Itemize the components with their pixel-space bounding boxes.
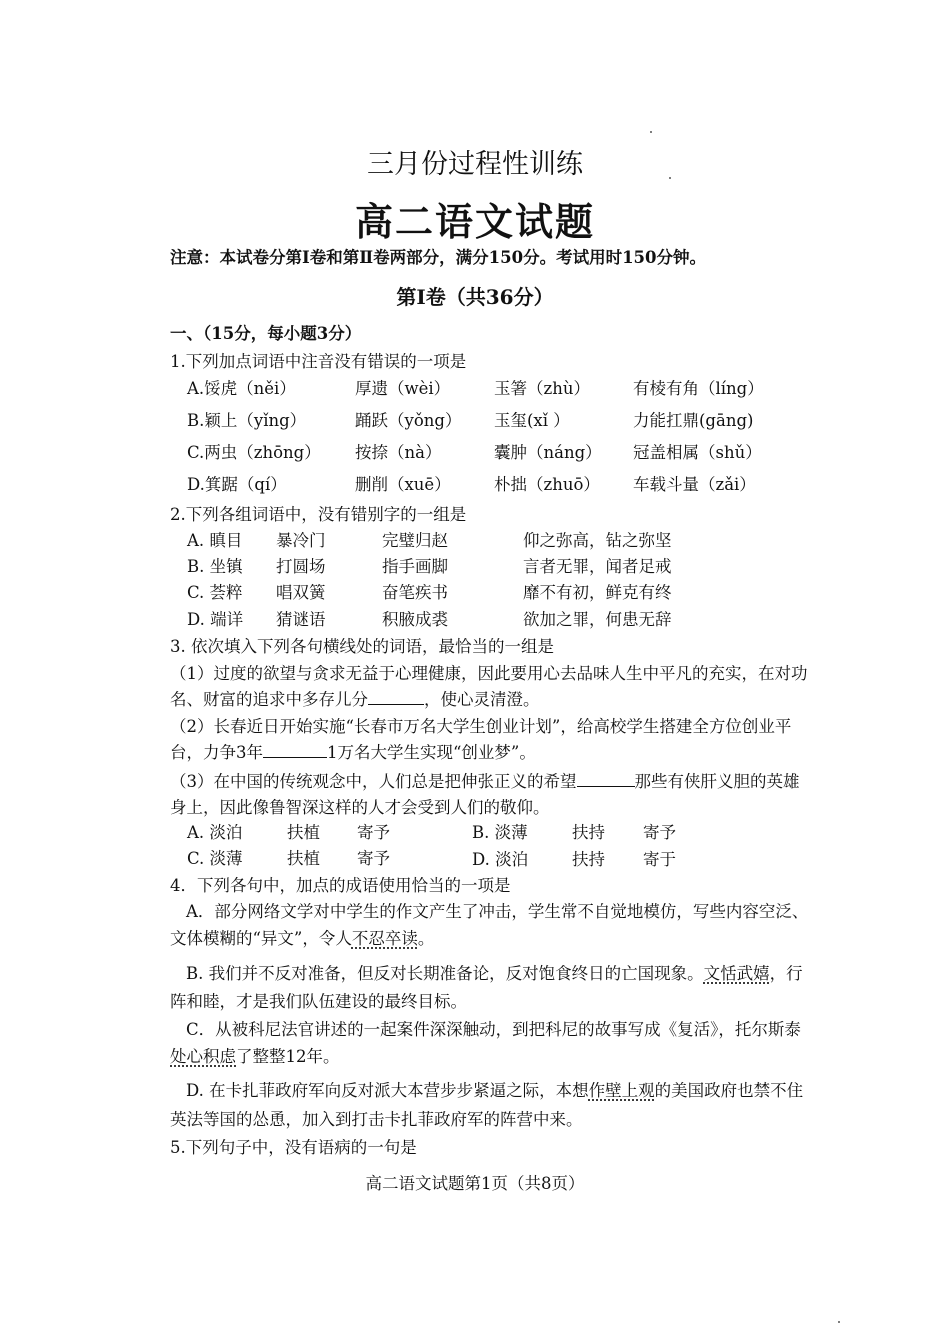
page-footer: 高二语文试题第1页（共8页） (365, 1174, 585, 1193)
q2-option-d-2: 猜谜语 (276, 610, 326, 629)
q2-option-a-3: 完璧归赵 (382, 531, 448, 550)
q3-option-d-3: 寄于 (643, 850, 676, 869)
q3-option-c-2: 扶植 (287, 849, 320, 868)
q2-option-b-3: 指手画脚 (382, 557, 448, 576)
q1-option-c-2: 按捺（nà） (355, 443, 442, 462)
q3-s1-text-after: ，使心灵清澄。 (424, 690, 540, 709)
q2-option-b-2: 打圆场 (276, 557, 326, 576)
q4-c-text: 了整整12年。 (236, 1047, 340, 1066)
question-1-stem: 1.下列加点词语中注音没有错误的一项是 (170, 352, 467, 371)
q3-s2-text-before: 台，力争3年 (170, 743, 263, 762)
q2-option-c-2: 唱双簧 (276, 583, 326, 602)
q4-option-a-line-2 (170, 925, 434, 949)
q3-option-d-2: 扶持 (572, 850, 605, 869)
scan-speck (650, 131, 652, 133)
question-3-stem: 3. 依次填入下列各句横线处的词语，最恰当的一组是 (170, 637, 554, 656)
q4-option-c-line-2 (170, 1043, 340, 1067)
q1-option-b-4: 力能扛鼎(gāng) (633, 411, 754, 430)
q3-option-b-2: 扶持 (572, 823, 605, 842)
q1-option-d-4: 车载斗量（zǎi） (633, 475, 756, 494)
q3-option-a-3: 寄予 (357, 823, 390, 842)
q3-option-a: A. 淡泊 (187, 823, 243, 842)
question-4-stem: 4．下列各句中，加点的成语使用恰当的一项是 (170, 876, 511, 895)
q4-a-idiom: 不忍卒读 (351, 929, 418, 948)
q1-option-d-3: 朴拙（zhuō） (494, 475, 600, 494)
q4-option-b-line-2: 阵和睦，才是我们队伍建设的最终目标。 (170, 992, 467, 1011)
q4-a-text: 文体模糊的“异文”，令人 (170, 929, 352, 948)
q3-sentence-1-line-2 (170, 686, 540, 710)
q3-option-c: C. 淡薄 (187, 849, 243, 868)
q3-sentence-2-line-1: （2）长春近日开始实施“长春市万名大学生创业计划”，给高校学生搭建全方位创业平 (170, 717, 792, 736)
q4-d-end: 的美国政府也禁不住 (654, 1081, 804, 1100)
q2-option-c-4: 靡不有初，鲜克有终 (523, 583, 672, 602)
q4-option-d-line-2: 英法等国的怂恿，加入到打击卡扎菲政府军的阵营中来。 (170, 1110, 583, 1129)
q3-s2-text-after: 1万名大学生实现“创业梦”。 (327, 743, 536, 762)
q2-option-b-1: B. 坐镇 (187, 557, 243, 576)
q4-b-end: ，行 (769, 964, 803, 983)
q4-b-text: B. 我们并不反对准备，但反对长期准备论，反对饱食终日的亡国现象。 (186, 964, 704, 983)
q2-option-d-3: 积腋成裘 (382, 610, 448, 629)
part-one-title: 第Ⅰ卷（共36分） (396, 285, 554, 309)
exam-title: 高二语文试题 (354, 199, 595, 244)
q4-d-text: D. 在卡扎菲政府军向反对派大本营步步紧逼之际，本想 (186, 1081, 589, 1100)
q1-option-c-1: C.两虫（zhōng） (187, 443, 321, 462)
q4-option-b-line-1 (186, 960, 803, 984)
q3-option-c-3: 寄予 (357, 849, 390, 868)
exam-notice: 注意：本试卷分第Ⅰ卷和第Ⅱ卷两部分，满分150分。考试用时150分钟。 (170, 248, 707, 267)
q3-option-b-3: 寄予 (643, 823, 676, 842)
q1-option-a-1: A.馁虎（něi） (187, 379, 296, 398)
q2-option-c-3: 奋笔疾书 (382, 583, 448, 602)
q4-option-a-line-1: A．部分网络文学对中学生的作文产生了冲击，学生常不自觉地模仿，写些内容空泛、 (186, 902, 809, 921)
q1-option-b-1: B.颖上（yǐng） (187, 411, 307, 430)
q3-sentence-2-line-2 (170, 739, 536, 763)
q2-option-c-1: C. 荟粹 (187, 583, 243, 602)
q3-blank-2 (263, 743, 327, 758)
q3-s1-text-before: 名、财富的追求中多存儿分 (170, 690, 368, 709)
q1-option-c-3: 囊肿（náng） (494, 443, 602, 462)
q3-sentence-3-line-2: 身上，因此像鲁智深这样的人才会受到人们的敬仰。 (170, 798, 550, 817)
q3-option-d: D. 淡泊 (472, 850, 529, 869)
q1-option-d-1: D.箕踞（qí） (187, 475, 287, 494)
q2-option-d-4: 欲加之罪，何患无辞 (523, 610, 672, 629)
q3-sentence-1-line-1: （1）过度的欲望与贪求无益于心理健康，因此要用心去品味人生中平凡的充实，在对功 (170, 664, 808, 683)
exam-subtitle: 三月份过程性训练 (367, 149, 583, 180)
q3-blank-3 (577, 772, 635, 787)
q4-option-d-line-1 (186, 1077, 803, 1101)
q3-option-b: B. 淡薄 (472, 823, 528, 842)
q2-option-b-4: 言者无罪，闻者足戒 (523, 557, 672, 576)
q4-option-c-line-1: C．从被科尼法官讲述的一起案件深深触动，到把科尼的故事写成《复活》，托尔斯泰 (186, 1020, 801, 1039)
q2-option-a-2: 暴冷门 (276, 531, 326, 550)
q1-option-a-4: 有棱有角（líng） (633, 379, 764, 398)
q1-option-a-2: 厚遗（wèi） (355, 379, 451, 398)
q2-option-a-1: A. 瞋目 (187, 531, 243, 550)
q1-option-c-4: 冠盖相属（shǔ） (633, 443, 762, 462)
q1-option-a-3: 玉箸（zhù） (494, 379, 590, 398)
q3-s3-text-after: 那些有侠肝义胆的英雄 (634, 772, 800, 791)
section-one-heading: 一、（15分，每小题3分） (170, 324, 362, 343)
q1-option-b-3: 玉玺(xǐ ） (494, 411, 570, 430)
q4-d-idiom: 作壁上观 (588, 1081, 655, 1100)
q4-b-idiom: 文恬武嬉 (703, 964, 770, 983)
scan-speck (838, 1321, 840, 1323)
q4-a-end: 。 (417, 929, 435, 948)
question-5-stem: 5.下列句子中，没有语病的一句是 (170, 1138, 417, 1157)
question-2-stem: 2.下列各组词语中，没有错别字的一组是 (170, 505, 467, 524)
q1-option-d-2: 删削（xuē） (355, 475, 451, 494)
q3-option-a-2: 扶植 (287, 823, 320, 842)
q1-option-b-2: 踊跃（yǒng） (355, 411, 462, 430)
q3-sentence-3-line-1 (170, 768, 800, 792)
q3-blank-1 (368, 690, 424, 705)
q4-c-idiom: 处心积虑 (170, 1047, 236, 1066)
q2-option-a-4: 仰之弥高，钻之弥坚 (523, 531, 672, 550)
q2-option-d-1: D. 端详 (187, 610, 244, 629)
q3-s3-text-before: （3）在中国的传统观念中，人们总是把伸张正义的希望 (170, 772, 577, 791)
